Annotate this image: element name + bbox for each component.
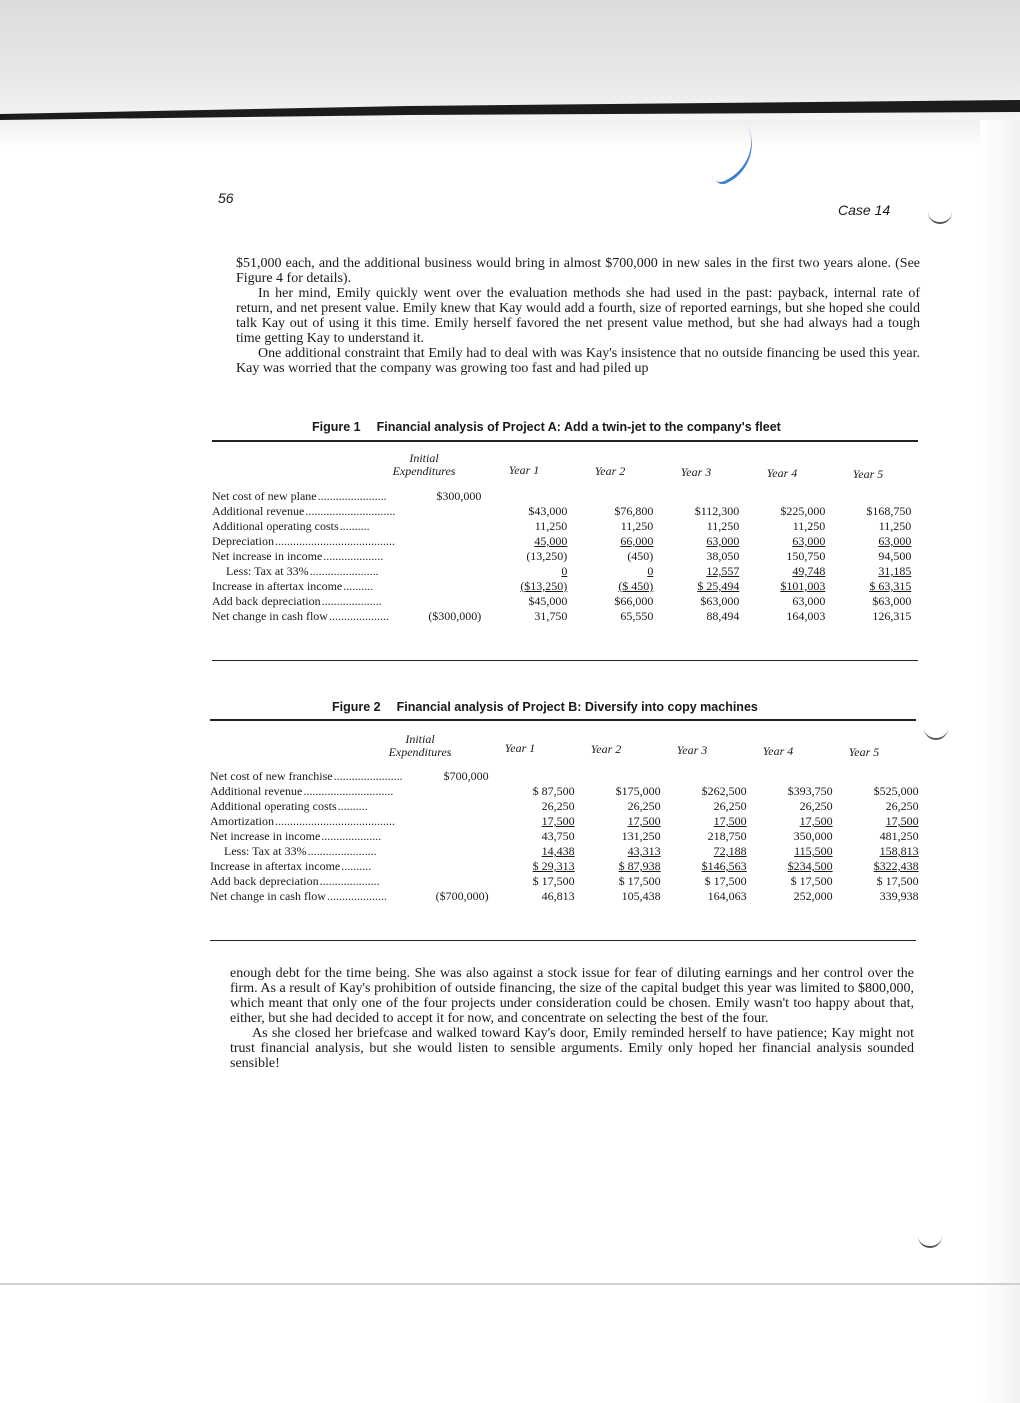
- cell: $ 87,500: [532, 784, 575, 798]
- scan-right-edge: [980, 120, 1020, 1403]
- cell: 94,500: [878, 549, 912, 563]
- cell: 65,550: [620, 609, 654, 623]
- cell: [403, 859, 489, 874]
- header-year: Year 2: [590, 742, 622, 756]
- cell: $ 17,500: [704, 874, 747, 888]
- cell: [403, 799, 489, 814]
- cell: 43,313: [627, 844, 661, 858]
- cell: 339,938: [879, 889, 919, 903]
- header-year: Year 4: [766, 466, 798, 480]
- margin-mark: [918, 1234, 942, 1248]
- cell: [403, 814, 489, 829]
- figure-number: Figure 1: [312, 420, 361, 434]
- cell: 126,315: [872, 609, 912, 623]
- cell: [833, 769, 919, 784]
- margin-mark: [924, 726, 948, 740]
- cell: [395, 549, 481, 564]
- table-row: [212, 579, 911, 594]
- cell: 105,438: [621, 889, 661, 903]
- header-year: Year 4: [762, 744, 794, 758]
- cell: 26,250: [541, 799, 575, 813]
- row-label: Less: Tax at 33%.......................: [226, 564, 379, 578]
- cell: 14,438: [541, 844, 575, 858]
- scan-bottom-edge: [0, 1283, 1020, 1285]
- cell: 0: [561, 564, 568, 578]
- cell: 17,500: [799, 814, 833, 828]
- cell: $234,500: [787, 859, 833, 873]
- row-label: Additional revenue..............................: [212, 504, 396, 518]
- table-top-rule: [210, 719, 916, 721]
- cell: $66,000: [614, 594, 654, 608]
- cell: $112,300: [694, 504, 740, 518]
- row-label: Net cost of new plane.......................: [212, 489, 387, 503]
- cell: [395, 594, 481, 609]
- cell: 115,500: [794, 844, 833, 858]
- paragraph: In her mind, Emily quickly went over the evaluation methods she had used in the past: payback, internal rate of return, and net present value. Emily knew that Kay would add a fourth, size of reported earnings, but she hoped she could talk Kay out of using it this time. Emily herself favored the net present value method, but she had always had a tough time getting Kay to understand it.: [236, 286, 920, 346]
- cell: 31,185: [878, 564, 912, 578]
- table-bottom-rule: [212, 660, 918, 661]
- cell: [825, 489, 911, 504]
- cell: ($13,250): [520, 579, 568, 593]
- cell: 31,750: [534, 609, 568, 623]
- table-row: [210, 829, 919, 844]
- cell: [395, 534, 481, 549]
- margin-mark: [928, 210, 952, 224]
- cell: 63,000: [706, 534, 740, 548]
- cell: $ 17,500: [876, 874, 919, 888]
- cell: [653, 489, 739, 504]
- cell: [403, 829, 489, 844]
- header-year: Year 3: [680, 465, 712, 479]
- cell: $ 29,313: [532, 859, 575, 873]
- cell: 12,557: [706, 564, 740, 578]
- header-initial: Initial Expenditures: [388, 732, 452, 759]
- cell: $322,438: [873, 859, 919, 873]
- cell: 88,494: [706, 609, 740, 623]
- row-label: Add back depreciation....................: [210, 874, 380, 888]
- table-row: [212, 564, 911, 579]
- cell: 63,000: [792, 534, 826, 548]
- table-row: [210, 814, 919, 829]
- paragraph: As she closed her briefcase and walked toward Kay's door, Emily reminded herself to have patience; Kay might not trust financial analysis, but she would listen to sensible arguments. Emily only hoped her financial analysis sounded sensible!: [230, 1026, 914, 1071]
- cell: [395, 579, 481, 594]
- table-top-rule: [212, 440, 918, 442]
- cell: $ 17,500: [790, 874, 833, 888]
- row-label: Amortization........................................: [210, 814, 395, 828]
- cell: [395, 504, 481, 519]
- cell: $76,800: [614, 504, 654, 518]
- cell: $43,000: [528, 504, 568, 518]
- cell: 38,050: [706, 549, 740, 563]
- cell: $225,000: [780, 504, 826, 518]
- cell: $101,003: [780, 579, 826, 593]
- cell: $525,000: [873, 784, 919, 798]
- paragraph: One additional constraint that Emily had to deal with was Kay's insistence that no outside financing be used this year. Kay was worried that the company was growing too fast and had piled up: [236, 346, 920, 376]
- figure2-title: [332, 700, 758, 714]
- cell: $300,000: [436, 489, 482, 503]
- row-label: Net change in cash flow....................: [212, 609, 389, 623]
- cell: 26,250: [713, 799, 747, 813]
- cell: 11,250: [620, 519, 654, 533]
- cell: $63,000: [872, 594, 912, 608]
- row-label: Less: Tax at 33%.......................: [224, 844, 377, 858]
- cell: [575, 769, 661, 784]
- cell: 11,250: [878, 519, 912, 533]
- cell: $262,500: [701, 784, 747, 798]
- cell: 164,063: [707, 889, 747, 903]
- cell: 350,000: [793, 829, 833, 843]
- table-row: [210, 769, 919, 784]
- cell: 43,750: [541, 829, 575, 843]
- cell: ($ 450): [618, 579, 654, 593]
- row-label: Additional operating costs..........: [210, 799, 368, 813]
- table-row: [212, 534, 911, 549]
- header-year: Year 2: [594, 464, 626, 478]
- cell: 26,250: [885, 799, 919, 813]
- cell: 49,748: [792, 564, 826, 578]
- cell: $ 63,315: [869, 579, 912, 593]
- cell: ($700,000): [435, 889, 489, 903]
- scan-shade: [0, 120, 1020, 148]
- cell: $45,000: [528, 594, 568, 608]
- header-year: Year 1: [508, 463, 540, 477]
- cell: [395, 564, 481, 579]
- cell: 17,500: [885, 814, 919, 828]
- cell: 131,250: [621, 829, 661, 843]
- row-label: Increase in aftertax income..........: [212, 579, 374, 593]
- body-text-top: [236, 256, 920, 376]
- table-row: [210, 874, 919, 889]
- table-row: [210, 799, 919, 814]
- table-row: [212, 549, 911, 564]
- row-label: Net cost of new franchise.......................: [210, 769, 403, 783]
- cell: (13,250): [526, 549, 568, 563]
- paragraph: $51,000 each, and the additional business would bring in almost $700,000 in new sales in the first two years alone. (See Figure 4 for details).: [236, 256, 920, 286]
- figure-caption: Financial analysis of Project B: Diversify into copy machines: [396, 700, 758, 714]
- row-label: Additional revenue..............................: [210, 784, 394, 798]
- cell: 17,500: [627, 814, 661, 828]
- cell: 26,250: [627, 799, 661, 813]
- cell: $146,563: [701, 859, 747, 873]
- cell: $393,750: [787, 784, 833, 798]
- table-row: [210, 844, 919, 859]
- row-label: Additional operating costs..........: [212, 519, 370, 533]
- cell: $ 87,938: [618, 859, 661, 873]
- row-label: Add back depreciation....................: [212, 594, 382, 608]
- cell: [481, 489, 567, 504]
- cell: $175,000: [615, 784, 661, 798]
- paragraph: enough debt for the time being. She was also against a stock issue for fear of diluting earnings and her control over the firm. As a result of Kay's prohibition of outside financing, the size of the capital budget this year was limited to $800,000, which meant that only one of the four projects under consideration could be chosen. Emily wasn't too happy about that, either, but she had decided to accept it for now, and concentrate on selecting the best of the four.: [230, 966, 914, 1026]
- cell: $ 25,494: [697, 579, 740, 593]
- cell: 17,500: [541, 814, 575, 828]
- cell: [567, 489, 653, 504]
- cell: 158,813: [879, 844, 919, 858]
- cell: [739, 489, 825, 504]
- table-row: [210, 859, 919, 874]
- cell: [747, 769, 833, 784]
- table-row: [210, 784, 919, 799]
- cell: $168,750: [866, 504, 912, 518]
- cell: [489, 769, 575, 784]
- row-label: Increase in aftertax income..........: [210, 859, 372, 873]
- table-row: [212, 504, 911, 519]
- table-row: [212, 489, 911, 504]
- table-row: [210, 889, 919, 904]
- row-label: Depreciation........................................: [212, 534, 395, 548]
- figure1-table: [212, 489, 911, 624]
- header-year: Year 1: [504, 741, 536, 755]
- cell: 17,500: [713, 814, 747, 828]
- cell: 66,000: [620, 534, 654, 548]
- cell: [403, 844, 489, 859]
- table-bottom-rule: [210, 940, 916, 941]
- cell: 45,000: [534, 534, 568, 548]
- header-year: Year 5: [848, 745, 880, 759]
- cell: 164,003: [786, 609, 826, 623]
- row-label: Net change in cash flow....................: [210, 889, 387, 903]
- figure2-table: [210, 769, 919, 904]
- cell: 481,250: [879, 829, 919, 843]
- cell: [403, 874, 489, 889]
- cell: $63,000: [700, 594, 740, 608]
- cell: ($300,000): [428, 609, 482, 623]
- header-initial: Initial Expenditures: [392, 451, 456, 478]
- figure-caption: Financial analysis of Project A: Add a twin-jet to the company's fleet: [376, 420, 781, 434]
- cell: [395, 519, 481, 534]
- cell: $ 17,500: [532, 874, 575, 888]
- page-number: 56: [218, 190, 234, 206]
- cell: 252,000: [793, 889, 833, 903]
- cell: 218,750: [707, 829, 747, 843]
- header-year: Year 3: [676, 743, 708, 757]
- table-row: [212, 519, 911, 534]
- cell: 72,188: [713, 844, 747, 858]
- cell: [403, 784, 489, 799]
- table-row: [212, 594, 911, 609]
- figure-number: Figure 2: [332, 700, 381, 714]
- table-row: [212, 609, 911, 624]
- row-label: Net increase in income....................: [210, 829, 382, 843]
- cell: 11,250: [706, 519, 740, 533]
- cell: 63,000: [878, 534, 912, 548]
- cell: $700,000: [443, 769, 489, 783]
- cell: 11,250: [792, 519, 826, 533]
- cell: 63,000: [792, 594, 826, 608]
- cell: [661, 769, 747, 784]
- cell: 150,750: [786, 549, 826, 563]
- body-text-bottom: [230, 966, 914, 1071]
- cell: 11,250: [534, 519, 568, 533]
- header-year: Year 5: [852, 467, 884, 481]
- figure1-title: [312, 420, 781, 434]
- case-label: Case 14: [838, 202, 891, 218]
- row-label: Net increase in income....................: [212, 549, 384, 563]
- cell: 26,250: [799, 799, 833, 813]
- cell: 0: [647, 564, 654, 578]
- cell: 46,813: [541, 889, 575, 903]
- cell: (450): [627, 549, 654, 563]
- cell: $ 17,500: [618, 874, 661, 888]
